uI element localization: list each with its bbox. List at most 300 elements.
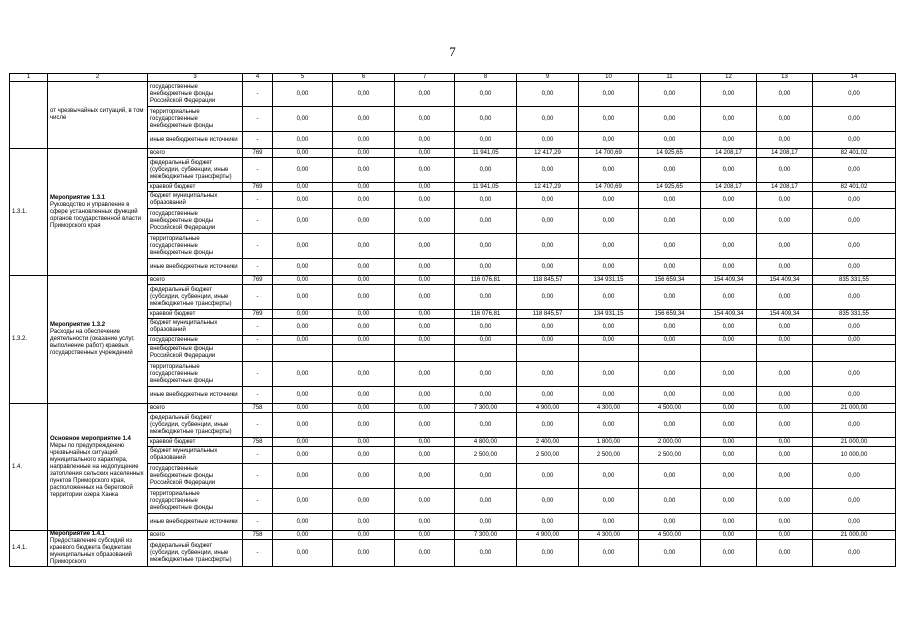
table-row: [10, 531, 896, 540]
row-index: 1.3.1.: [10, 149, 48, 276]
amount-cell: 0,00: [517, 234, 579, 259]
funding-source-label: краевой бюджет: [150, 310, 196, 317]
amount-cell: 0,00: [333, 107, 395, 132]
amount-cell: 0,00: [517, 362, 579, 387]
amount-cell: 0,00: [639, 234, 701, 259]
amount-cell: 0,00: [639, 540, 701, 567]
funding-source: [148, 192, 243, 209]
amount-cell: 0,00: [395, 192, 455, 209]
amount-cell: 0,00: [333, 259, 395, 276]
amount-cell: 14 700,69: [579, 149, 639, 158]
budget-code: -: [243, 209, 273, 234]
funding-source-label: бюджет муниципальных образований: [150, 320, 218, 333]
amount-cell: 0,00: [333, 489, 395, 514]
budget-code: -: [243, 158, 273, 183]
amount-cell: 82 401,02: [813, 183, 896, 192]
amount-cell: 0,00: [333, 438, 395, 447]
measure-description: от чрезвычайных ситуаций, в том числе: [50, 108, 144, 121]
funding-source: [148, 158, 243, 183]
amount-cell: 0,00: [517, 132, 579, 149]
budget-code: 758: [243, 438, 273, 447]
amount-cell: 0,00: [579, 132, 639, 149]
funding-source-label: территориальные государственные внебюджетные фонды: [150, 108, 214, 129]
amount-cell: 0,00: [517, 489, 579, 514]
amount-cell: 0,00: [639, 192, 701, 209]
amount-cell: 0,00: [273, 183, 333, 192]
amount-cell: 0,00: [333, 209, 395, 234]
amount-cell: 0,00: [455, 192, 517, 209]
amount-cell: 0,00: [455, 285, 517, 310]
amount-cell: 0,00: [395, 464, 455, 489]
amount-cell: 0,00: [333, 132, 395, 149]
amount-cell: 0,00: [455, 82, 517, 107]
amount-cell: 0,00: [813, 336, 896, 345]
amount-cell: 2 400,00: [517, 438, 579, 447]
amount-cell: 0,00: [273, 259, 333, 276]
amount-cell: 0,00: [579, 107, 639, 132]
funding-source-label: территориальные государственные внебюджетные фонды: [150, 490, 214, 511]
funding-source: [148, 319, 243, 336]
amount-cell: 0,00: [395, 438, 455, 447]
column-header: 14: [813, 74, 896, 82]
budget-code: -: [243, 540, 273, 567]
budget-code: -: [243, 336, 273, 345]
amount-cell: 0,00: [813, 413, 896, 438]
amount-cell: 1 800,00: [579, 438, 639, 447]
amount-cell: 0,00: [579, 387, 639, 404]
amount-cell: 0,00: [701, 438, 757, 447]
amount-cell: 4 900,00: [517, 531, 579, 540]
amount-cell: 4 900,00: [517, 404, 579, 413]
column-header: 9: [517, 74, 579, 82]
funding-source-label: всего: [150, 404, 165, 411]
amount-cell: 7 300,00: [455, 531, 517, 540]
amount-cell: 0,00: [757, 336, 813, 345]
amount-cell: 0,00: [813, 319, 896, 336]
budget-code: -: [243, 82, 273, 107]
amount-cell: 0,00: [517, 319, 579, 336]
budget-code: -: [243, 107, 273, 132]
amount-cell: 0,00: [395, 82, 455, 107]
measure-title: Мероприятие 1.3.1: [50, 194, 106, 201]
amount-cell: 0,00: [517, 192, 579, 209]
funding-source-label: всего: [150, 149, 165, 156]
amount-cell: 0,00: [455, 540, 517, 567]
amount-cell: 0,00: [273, 132, 333, 149]
amount-cell: 10 000,00: [813, 447, 896, 464]
budget-code: 758: [243, 404, 273, 413]
amount-cell: 0,00: [395, 362, 455, 387]
amount-cell: 0,00: [757, 132, 813, 149]
funding-source-label: федеральный бюджет (субсидии, субвенции, иные межбюджетные трансферты): [150, 542, 232, 563]
amount-cell: 0,00: [813, 234, 896, 259]
amount-cell: 0,00: [701, 447, 757, 464]
amount-cell: 0,00: [455, 489, 517, 514]
row-index: 1.3.2.: [10, 276, 48, 404]
funding-source-label: всего: [150, 276, 165, 283]
amount-cell: 0,00: [333, 447, 395, 464]
funding-source: [148, 183, 243, 192]
amount-cell: 0,00: [813, 362, 896, 387]
amount-cell: 0,00: [455, 234, 517, 259]
funding-source-label: государственные внебюджетные фонды Российской Федерации: [150, 210, 216, 231]
funding-source-label: государственные внебюджетные фонды Российской Федерации: [150, 465, 216, 486]
funding-source-label: иные внебюджетные источники: [150, 136, 238, 143]
amount-cell: 0,00: [273, 82, 333, 107]
amount-cell: 0,00: [639, 489, 701, 514]
amount-cell: 0,00: [273, 413, 333, 438]
amount-cell: 0,00: [757, 107, 813, 132]
amount-cell: 12 417,29: [517, 149, 579, 158]
amount-cell: 0,00: [455, 132, 517, 149]
budget-code: -: [243, 489, 273, 514]
amount-cell: 0,00: [579, 158, 639, 183]
amount-cell: 0,00: [701, 531, 757, 540]
amount-cell: 0,00: [639, 158, 701, 183]
amount-cell: 0,00: [701, 209, 757, 234]
amount-cell: 0,00: [757, 489, 813, 514]
amount-cell: 0,00: [757, 438, 813, 447]
amount-cell: 0,00: [517, 413, 579, 438]
amount-cell: 0,00: [639, 82, 701, 107]
amount-cell: 0,00: [639, 464, 701, 489]
amount-cell: 0,00: [639, 107, 701, 132]
amount-cell: 0,00: [395, 404, 455, 413]
funding-source: [148, 447, 243, 464]
amount-cell: 0,00: [757, 285, 813, 310]
amount-cell: 0,00: [579, 514, 639, 531]
amount-cell: 0,00: [813, 464, 896, 489]
amount-cell: 0,00: [395, 540, 455, 567]
column-header: 1: [10, 74, 48, 82]
amount-cell: 0,00: [701, 158, 757, 183]
funding-source: [148, 531, 243, 540]
amount-cell: 14 208,17: [757, 183, 813, 192]
amount-cell: 0,00: [813, 259, 896, 276]
amount-cell: 0,00: [395, 285, 455, 310]
funding-source-label: внебюджетные фонды Российской Федерации: [150, 346, 216, 359]
budget-code: -: [243, 464, 273, 489]
amount-cell: 0,00: [333, 310, 395, 319]
amount-cell: 0,00: [395, 158, 455, 183]
amount-cell: 0,00: [395, 276, 455, 285]
amount-cell: 0,00: [395, 336, 455, 345]
amount-cell: 0,00: [757, 192, 813, 209]
table-body: [10, 74, 896, 567]
amount-cell: 0,00: [701, 234, 757, 259]
amount-cell: 0,00: [273, 276, 333, 285]
amount-cell: 0,00: [273, 531, 333, 540]
amount-cell: [579, 345, 639, 362]
funding-source: [148, 259, 243, 276]
amount-cell: 0,00: [333, 531, 395, 540]
amount-cell: 0,00: [517, 285, 579, 310]
amount-cell: 0,00: [579, 336, 639, 345]
amount-cell: [757, 345, 813, 362]
funding-source-label: краевой бюджет: [150, 183, 196, 190]
amount-cell: 0,00: [395, 319, 455, 336]
budget-code: -: [243, 319, 273, 336]
amount-cell: 12 417,29: [517, 183, 579, 192]
funding-source: [148, 413, 243, 438]
amount-cell: 0,00: [333, 362, 395, 387]
amount-cell: 0,00: [395, 514, 455, 531]
funding-source: [148, 285, 243, 310]
measure-description: Расходы на обеспечение деятельности (оказание услуг, выполнение работ) краевых государственных учреждений: [50, 329, 135, 356]
amount-cell: 14 925,65: [639, 183, 701, 192]
amount-cell: 0,00: [579, 319, 639, 336]
amount-cell: [639, 345, 701, 362]
amount-cell: 14 208,17: [701, 149, 757, 158]
amount-cell: 0,00: [639, 285, 701, 310]
amount-cell: 0,00: [757, 319, 813, 336]
amount-cell: 0,00: [701, 82, 757, 107]
amount-cell: 0,00: [273, 107, 333, 132]
funding-source: [148, 310, 243, 319]
amount-cell: 0,00: [757, 404, 813, 413]
amount-cell: 0,00: [639, 413, 701, 438]
funding-source-label: иные внебюджетные источники: [150, 391, 238, 398]
amount-cell: 4 300,00: [579, 404, 639, 413]
amount-cell: 0,00: [273, 192, 333, 209]
amount-cell: 0,00: [701, 319, 757, 336]
amount-cell: 0,00: [395, 447, 455, 464]
column-header: 5: [273, 74, 333, 82]
amount-cell: 0,00: [273, 336, 333, 345]
amount-cell: 21 000,00: [813, 438, 896, 447]
amount-cell: 0,00: [579, 489, 639, 514]
budget-code: 769: [243, 183, 273, 192]
budget-code: -: [243, 387, 273, 404]
budget-table: [9, 73, 896, 567]
amount-cell: 0,00: [813, 158, 896, 183]
amount-cell: 0,00: [813, 82, 896, 107]
funding-source: [148, 132, 243, 149]
table-row: [10, 149, 896, 158]
amount-cell: 0,00: [395, 132, 455, 149]
amount-cell: 0,00: [455, 362, 517, 387]
amount-cell: 0,00: [757, 209, 813, 234]
amount-cell: 2 500,00: [455, 447, 517, 464]
budget-code: -: [243, 234, 273, 259]
funding-source: [148, 149, 243, 158]
amount-cell: 0,00: [579, 192, 639, 209]
amount-cell: 0,00: [395, 234, 455, 259]
amount-cell: [517, 345, 579, 362]
amount-cell: 0,00: [455, 319, 517, 336]
column-header: 13: [757, 74, 813, 82]
funding-source: [148, 336, 243, 345]
amount-cell: [395, 345, 455, 362]
amount-cell: 0,00: [757, 362, 813, 387]
amount-cell: 0,00: [273, 209, 333, 234]
amount-cell: 0,00: [333, 183, 395, 192]
amount-cell: 0,00: [273, 362, 333, 387]
amount-cell: 0,00: [273, 234, 333, 259]
funding-source: [148, 514, 243, 531]
funding-source: [148, 540, 243, 567]
table-row: [10, 276, 896, 285]
amount-cell: 2 500,00: [639, 447, 701, 464]
amount-cell: 0,00: [579, 540, 639, 567]
amount-cell: 0,00: [701, 489, 757, 514]
amount-cell: 0,00: [757, 158, 813, 183]
amount-cell: 0,00: [333, 285, 395, 310]
funding-source: [148, 82, 243, 107]
amount-cell: 0,00: [757, 82, 813, 107]
amount-cell: 0,00: [579, 362, 639, 387]
amount-cell: 0,00: [517, 209, 579, 234]
amount-cell: [273, 345, 333, 362]
measure-description: Предоставление субсидий из краевого бюджета бюджетам муниципальных образований Приморского: [50, 538, 133, 565]
amount-cell: 118 845,57: [517, 276, 579, 285]
amount-cell: 14 700,69: [579, 183, 639, 192]
amount-cell: 134 931,15: [579, 276, 639, 285]
measure-name-cell: [48, 404, 148, 531]
amount-cell: 0,00: [639, 514, 701, 531]
budget-code: [243, 345, 273, 362]
budget-code: 769: [243, 310, 273, 319]
amount-cell: 0,00: [813, 192, 896, 209]
amount-cell: 0,00: [395, 259, 455, 276]
amount-cell: 0,00: [273, 149, 333, 158]
amount-cell: 0,00: [333, 387, 395, 404]
funding-source-label: бюджет муниципальных образований: [150, 193, 218, 206]
measure-name-cell: [48, 149, 148, 276]
amount-cell: 0,00: [813, 489, 896, 514]
amount-cell: 0,00: [639, 336, 701, 345]
amount-cell: 4 300,00: [579, 531, 639, 540]
budget-code: 769: [243, 149, 273, 158]
amount-cell: 0,00: [639, 209, 701, 234]
column-header: 8: [455, 74, 517, 82]
amount-cell: 0,00: [517, 259, 579, 276]
amount-cell: 0,00: [813, 540, 896, 567]
amount-cell: 14 925,65: [639, 149, 701, 158]
amount-cell: 4 500,00: [639, 404, 701, 413]
amount-cell: 0,00: [639, 387, 701, 404]
amount-cell: [333, 345, 395, 362]
amount-cell: 14 208,17: [757, 149, 813, 158]
amount-cell: 0,00: [701, 404, 757, 413]
amount-cell: 0,00: [333, 276, 395, 285]
budget-code: -: [243, 259, 273, 276]
amount-cell: 0,00: [639, 132, 701, 149]
amount-cell: 0,00: [273, 447, 333, 464]
funding-source-label: иные внебюджетные источники: [150, 263, 238, 270]
budget-code: 769: [243, 276, 273, 285]
funding-source-label: федеральный бюджет (субсидии, субвенции, иные межбюджетные трансферты): [150, 286, 232, 307]
amount-cell: 0,00: [757, 387, 813, 404]
amount-cell: 0,00: [757, 464, 813, 489]
amount-cell: 0,00: [701, 107, 757, 132]
amount-cell: 0,00: [395, 209, 455, 234]
funding-source: [148, 489, 243, 514]
amount-cell: 0,00: [273, 404, 333, 413]
amount-cell: 0,00: [813, 107, 896, 132]
funding-source-label: всего: [150, 531, 165, 538]
column-header: 3: [148, 74, 243, 82]
amount-cell: 156 659,34: [639, 310, 701, 319]
funding-source-label: федеральный бюджет (субсидии, субвенции, иные межбюджетные трансферты): [150, 414, 232, 435]
amount-cell: 0,00: [813, 132, 896, 149]
amount-cell: 835 331,55: [813, 310, 896, 319]
amount-cell: 0,00: [517, 540, 579, 567]
budget-code: -: [243, 362, 273, 387]
amount-cell: 0,00: [701, 285, 757, 310]
page-number: 7: [449, 44, 456, 59]
row-index: 1.4.1.: [10, 531, 48, 567]
amount-cell: 0,00: [517, 387, 579, 404]
measure-description: Руководство и управление в сфере установленных функций органов государственной власти Приморского края: [50, 201, 142, 229]
header-row: [10, 74, 896, 82]
amount-cell: 0,00: [395, 149, 455, 158]
amount-cell: 0,00: [333, 149, 395, 158]
amount-cell: 0,00: [333, 158, 395, 183]
amount-cell: 0,00: [701, 192, 757, 209]
amount-cell: [701, 345, 757, 362]
amount-cell: 118 845,57: [517, 310, 579, 319]
amount-cell: [813, 345, 896, 362]
funding-source-label: государственные внебюджетные фонды Российской Федерации: [150, 83, 216, 104]
amount-cell: 0,00: [517, 464, 579, 489]
amount-cell: 0,00: [757, 259, 813, 276]
amount-cell: 0,00: [813, 387, 896, 404]
amount-cell: 82 401,02: [813, 149, 896, 158]
funding-source: [148, 234, 243, 259]
amount-cell: 0,00: [517, 82, 579, 107]
amount-cell: 0,00: [333, 336, 395, 345]
amount-cell: 0,00: [395, 413, 455, 438]
amount-cell: 0,00: [757, 234, 813, 259]
amount-cell: 0,00: [579, 464, 639, 489]
funding-source-label: государственные: [150, 336, 198, 343]
amount-cell: 11 941,05: [455, 149, 517, 158]
amount-cell: 134 931,15: [579, 310, 639, 319]
funding-source: [148, 362, 243, 387]
amount-cell: 0,00: [273, 285, 333, 310]
column-header: 6: [333, 74, 395, 82]
amount-cell: [455, 345, 517, 362]
amount-cell: 14 208,17: [701, 183, 757, 192]
amount-cell: 0,00: [579, 234, 639, 259]
amount-cell: 154 409,34: [757, 310, 813, 319]
measure-title: Мероприятие 1.3.2: [50, 322, 106, 328]
budget-code: -: [243, 132, 273, 149]
table-row: [10, 404, 896, 413]
amount-cell: 0,00: [455, 387, 517, 404]
amount-cell: 0,00: [813, 285, 896, 310]
funding-source-label: территориальные государственные внебюджетные фонды: [150, 235, 214, 256]
budget-code: -: [243, 413, 273, 438]
amount-cell: 0,00: [517, 514, 579, 531]
amount-cell: 0,00: [273, 158, 333, 183]
measure-description: Меры по предупреждению чрезвычайных ситуаций муниципального характера, направленные на недопущение затопления сельских населенных пунктов Приморского края, расположенных на береговой территории озера Ханка: [50, 442, 144, 498]
amount-cell: 0,00: [517, 107, 579, 132]
amount-cell: 4 800,00: [455, 438, 517, 447]
amount-cell: 0,00: [273, 464, 333, 489]
funding-source-label: федеральный бюджет (субсидии, субвенции, иные межбюджетные трансферты): [150, 159, 232, 180]
amount-cell: 0,00: [273, 540, 333, 567]
amount-cell: 0,00: [395, 310, 455, 319]
amount-cell: 0,00: [701, 514, 757, 531]
amount-cell: 0,00: [701, 132, 757, 149]
amount-cell: 116 076,81: [455, 276, 517, 285]
row-index: 1.4.: [10, 404, 48, 531]
amount-cell: 0,00: [273, 514, 333, 531]
budget-code: -: [243, 285, 273, 310]
amount-cell: 0,00: [273, 310, 333, 319]
